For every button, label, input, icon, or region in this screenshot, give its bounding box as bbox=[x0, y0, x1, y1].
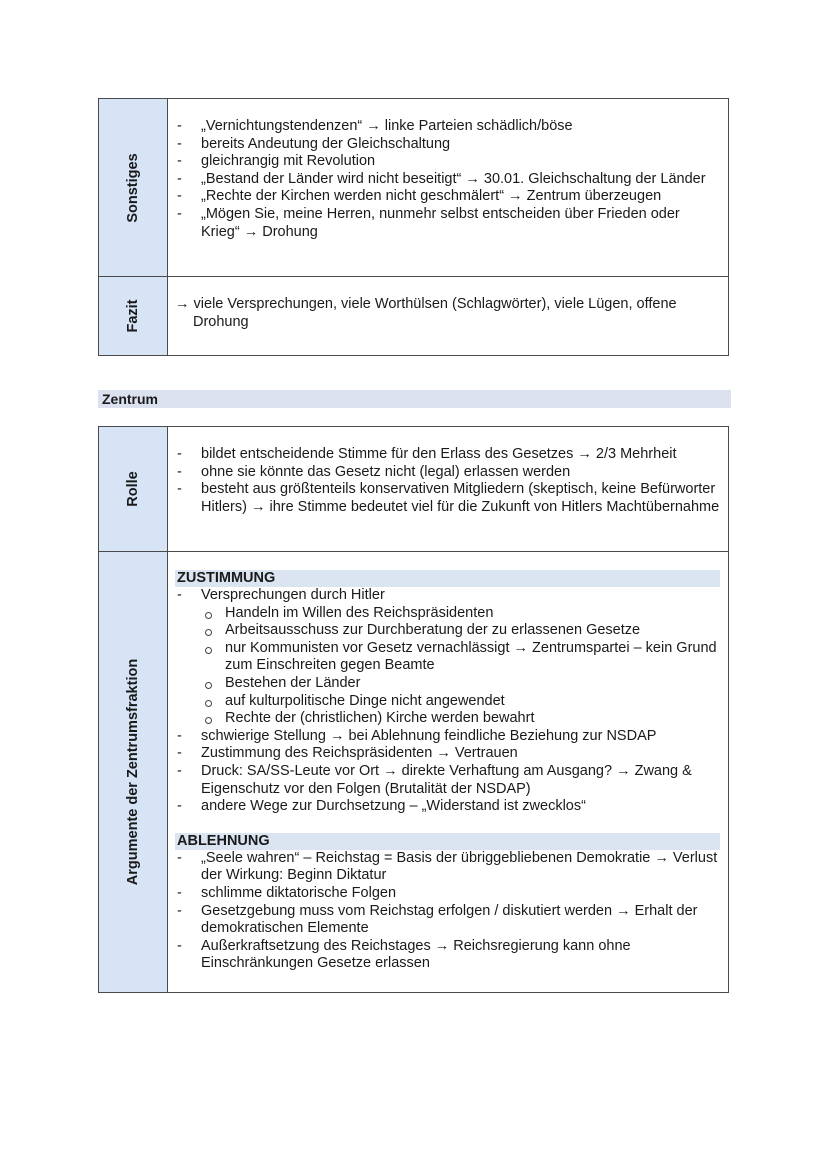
bullet-list bbox=[175, 446, 720, 516]
row-rolle bbox=[99, 427, 728, 551]
zustimmung-heading: ZUSTIMMUNG bbox=[175, 570, 720, 587]
bullet-list bbox=[175, 118, 720, 241]
row-content bbox=[168, 427, 728, 551]
sub-list bbox=[175, 605, 720, 728]
list-item: - bereits Andeutung der Gleichschaltung bbox=[175, 136, 720, 154]
list-item: - ohne sie könnte das Gesetz nicht (legal) erlassen werden bbox=[175, 464, 720, 482]
label-text: Sonstiges bbox=[125, 152, 141, 223]
list-item: - Zustimmung des Reichspräsidenten → Vertrauen bbox=[175, 745, 720, 763]
list-item: - „Bestand der Länder wird nicht beseitigt“ → 30.01. Gleichschaltung der Länder bbox=[175, 171, 720, 189]
zustimmung-list bbox=[175, 587, 720, 605]
row-argumente bbox=[99, 551, 728, 992]
sub-item: auf kulturpolitische Dinge nicht angewendet bbox=[175, 693, 720, 711]
row-sonstiges bbox=[99, 99, 728, 276]
list-item: - „Vernichtungstendenzen“ → linke Parteien schädlich/böse bbox=[175, 118, 720, 136]
section-heading: Zentrum bbox=[98, 390, 731, 408]
sub-item: Handeln im Willen des Reichspräsidenten bbox=[175, 605, 720, 623]
sub-item: Bestehen der Länder bbox=[175, 675, 720, 693]
sub-item: nur Kommunisten vor Gesetz vernachlässigt → Zentrumspartei – kein Grund zum Einschreiten gegen Beamte bbox=[175, 640, 720, 675]
list-item: - Gesetzgebung muss vom Reichstag erfolgen / diskutiert werden → Erhalt der demokratischen Elemente bbox=[175, 903, 720, 938]
list-item: - Außerkraftsetzung des Reichstages → Reichsregierung kann ohne Einschränkungen Gesetze erlassen bbox=[175, 938, 720, 973]
list-item: - „Seele wahren“ – Reichstag = Basis der übriggebliebenen Demokratie → Verlust der Wirkung: Beginn Diktatur bbox=[175, 850, 720, 885]
row-content bbox=[168, 99, 728, 276]
row-label bbox=[99, 552, 168, 992]
fazit-text: → viele Versprechungen, viele Worthülsen (Schlagwörter), viele Lügen, offene Drohung bbox=[175, 296, 677, 330]
row-content bbox=[168, 552, 728, 992]
list-item: - schwierige Stellung → bei Ablehnung feindliche Beziehung zur NSDAP bbox=[175, 728, 720, 746]
table-hitler-speech bbox=[98, 98, 729, 356]
row-content bbox=[168, 277, 728, 355]
ablehnung-list bbox=[175, 850, 720, 973]
sub-item: Rechte der (christlichen) Kirche werden bewahrt bbox=[175, 710, 720, 728]
ablehnung-heading: ABLEHNUNG bbox=[175, 833, 720, 850]
list-item: - bildet entscheidende Stimme für den Erlass des Gesetzes → 2/3 Mehrheit bbox=[175, 446, 720, 464]
row-label bbox=[99, 277, 168, 355]
list-item: - gleichrangig mit Revolution bbox=[175, 153, 720, 171]
list-item: - andere Wege zur Durchsetzung – „Widerstand ist zwecklos“ bbox=[175, 798, 720, 816]
row-fazit bbox=[99, 276, 728, 355]
sub-item: Arbeitsausschuss zur Durchberatung der zu erlassenen Gesetze bbox=[175, 622, 720, 640]
label-text: Rolle bbox=[125, 471, 141, 507]
list-item bbox=[175, 587, 720, 605]
list-item: - Druck: SA/SS-Leute vor Ort → direkte Verhaftung am Ausgang? → Zwang & Eigenschutz vor den Folgen (Brutalität der NSDAP) bbox=[175, 763, 720, 798]
list-item-text: Versprechungen durch Hitler bbox=[201, 587, 385, 603]
row-label bbox=[99, 99, 168, 276]
list-item: - „Rechte der Kirchen werden nicht geschmälert“ → Zentrum überzeugen bbox=[175, 188, 720, 206]
list-item: - besteht aus größtenteils konservativen Mitgliedern (skeptisch, keine Befürworter Hitlers) → ihre Stimme bedeutet viel für die Zukunft von Hitlers Machtübernahme bbox=[175, 481, 720, 516]
list-item: - „Mögen Sie, meine Herren, nunmehr selbst entscheiden über Frieden oder Krieg“ → Drohung bbox=[175, 206, 720, 241]
row-label bbox=[99, 427, 168, 551]
list-item: - schlimme diktatorische Folgen bbox=[175, 885, 720, 903]
zustimmung-list-cont bbox=[175, 728, 720, 816]
label-text: Fazit bbox=[125, 299, 141, 333]
table-zentrum bbox=[98, 426, 729, 993]
label-text: Argumente der Zentrumsfraktion bbox=[125, 658, 141, 886]
